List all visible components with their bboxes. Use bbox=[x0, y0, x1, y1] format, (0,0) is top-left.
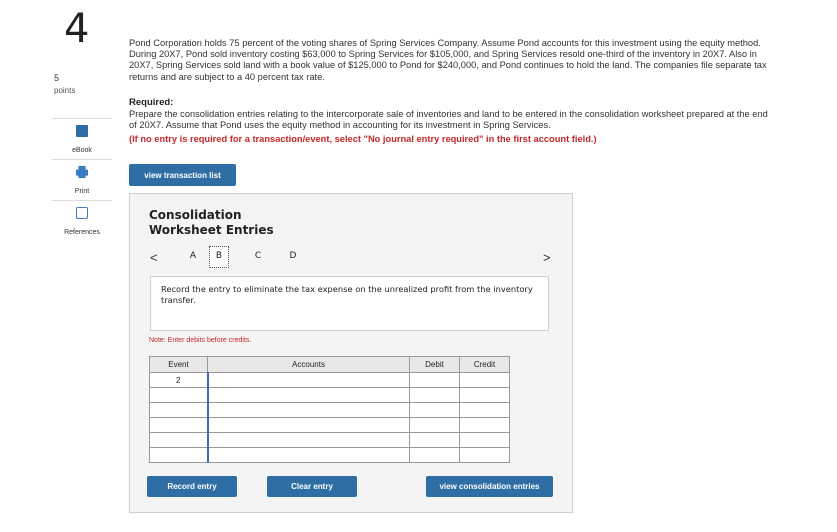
event-cell: 2 bbox=[150, 373, 208, 388]
event-cell bbox=[150, 433, 208, 448]
panel-title bbox=[149, 208, 274, 238]
credit-input[interactable] bbox=[460, 403, 510, 418]
consolidation-panel bbox=[129, 193, 573, 513]
header-debit: Debit bbox=[410, 357, 460, 373]
sidebar-item-label: eBook bbox=[72, 147, 92, 154]
account-select[interactable] bbox=[208, 418, 410, 433]
credit-input[interactable] bbox=[460, 448, 510, 463]
debit-input[interactable] bbox=[410, 448, 460, 463]
event-cell bbox=[150, 388, 208, 403]
table-row bbox=[150, 433, 510, 448]
sidebar-item-references[interactable] bbox=[52, 200, 112, 234]
required-note: (If no entry is required for a transaction/event, select "No journal entry required" in the first account field.) bbox=[129, 134, 597, 144]
debits-note: Note: Enter debits before credits. bbox=[149, 337, 252, 344]
view-consolidation-entries-button[interactable]: view consolidation entries bbox=[426, 476, 553, 497]
question-text: Pond Corporation holds 75 percent of the voting shares of Spring Services Company. Assume Pond accounts for this investment using the equity method. During 20X7, Pond sold inventory costing $63,000 to Spring Services for $105,000, and Spring Services resold one-third of the inventory in 20X7. Also in 20X7, Spring Services sold land with a book value of $125,000 to Pond for $240,000, and Pond continues to hold the land. The companies file separate tax returns and are subject to a 40 percent tax rate. bbox=[129, 38, 767, 82]
credit-input[interactable] bbox=[460, 433, 510, 448]
required-text: Prepare the consolidation entries relating to the intercorporate sale of inventories and land to be entered in the consolidation worksheet prepared at the end of 20X7. Assume that Pond uses the equity method in accounting for its investment in Spring Services. bbox=[129, 109, 768, 131]
print-icon bbox=[76, 166, 88, 178]
clear-entry-button[interactable]: Clear entry bbox=[267, 476, 357, 497]
event-cell bbox=[150, 418, 208, 433]
question-number: 4 bbox=[64, 6, 90, 52]
sidebar-item-label: References bbox=[64, 229, 100, 236]
event-cell bbox=[150, 403, 208, 418]
account-select[interactable] bbox=[208, 403, 410, 418]
view-transaction-list-button[interactable]: view transaction list bbox=[129, 164, 236, 186]
sidebar-item-ebook[interactable] bbox=[52, 118, 112, 152]
tab-b[interactable]: B bbox=[209, 246, 229, 268]
sidebar-item-label: Print bbox=[74, 188, 90, 195]
account-select[interactable] bbox=[208, 448, 410, 463]
account-select[interactable] bbox=[208, 433, 410, 448]
account-select[interactable] bbox=[208, 373, 410, 388]
points-label: points bbox=[54, 86, 76, 95]
panel-title-line1: Consolidation bbox=[149, 208, 242, 222]
ebook-icon bbox=[76, 125, 88, 137]
journal-table bbox=[149, 356, 510, 463]
table-row bbox=[150, 448, 510, 463]
table-row bbox=[150, 403, 510, 418]
table-header-row bbox=[150, 357, 510, 373]
panel-title-line2: Worksheet Entries bbox=[149, 223, 274, 237]
header-credit: Credit bbox=[460, 357, 510, 373]
tab-a[interactable]: A bbox=[189, 251, 197, 261]
account-select[interactable] bbox=[208, 388, 410, 403]
tab-c[interactable]: C bbox=[254, 251, 262, 261]
record-entry-button[interactable]: Record entry bbox=[147, 476, 237, 497]
debit-input[interactable] bbox=[410, 373, 460, 388]
table-row bbox=[150, 418, 510, 433]
references-icon bbox=[76, 207, 88, 219]
debit-input[interactable] bbox=[410, 388, 460, 403]
debit-input[interactable] bbox=[410, 433, 460, 448]
required-heading: Required: bbox=[129, 97, 174, 108]
debit-input[interactable] bbox=[410, 418, 460, 433]
table-row bbox=[150, 373, 510, 388]
table-row bbox=[150, 388, 510, 403]
prev-arrow-icon[interactable]: < bbox=[150, 250, 158, 265]
header-event: Event bbox=[150, 357, 208, 373]
tab-d[interactable]: D bbox=[289, 251, 297, 261]
event-cell bbox=[150, 448, 208, 463]
credit-input[interactable] bbox=[460, 373, 510, 388]
credit-input[interactable] bbox=[460, 388, 510, 403]
points-value: 5 bbox=[54, 73, 60, 83]
sidebar-item-print[interactable] bbox=[52, 159, 112, 193]
credit-input[interactable] bbox=[460, 418, 510, 433]
instruction-box: Record the entry to eliminate the tax expense on the unrealized profit from the inventory transfer. bbox=[150, 276, 549, 331]
header-accounts: Accounts bbox=[208, 357, 410, 373]
next-arrow-icon[interactable]: > bbox=[543, 250, 551, 265]
debit-input[interactable] bbox=[410, 403, 460, 418]
